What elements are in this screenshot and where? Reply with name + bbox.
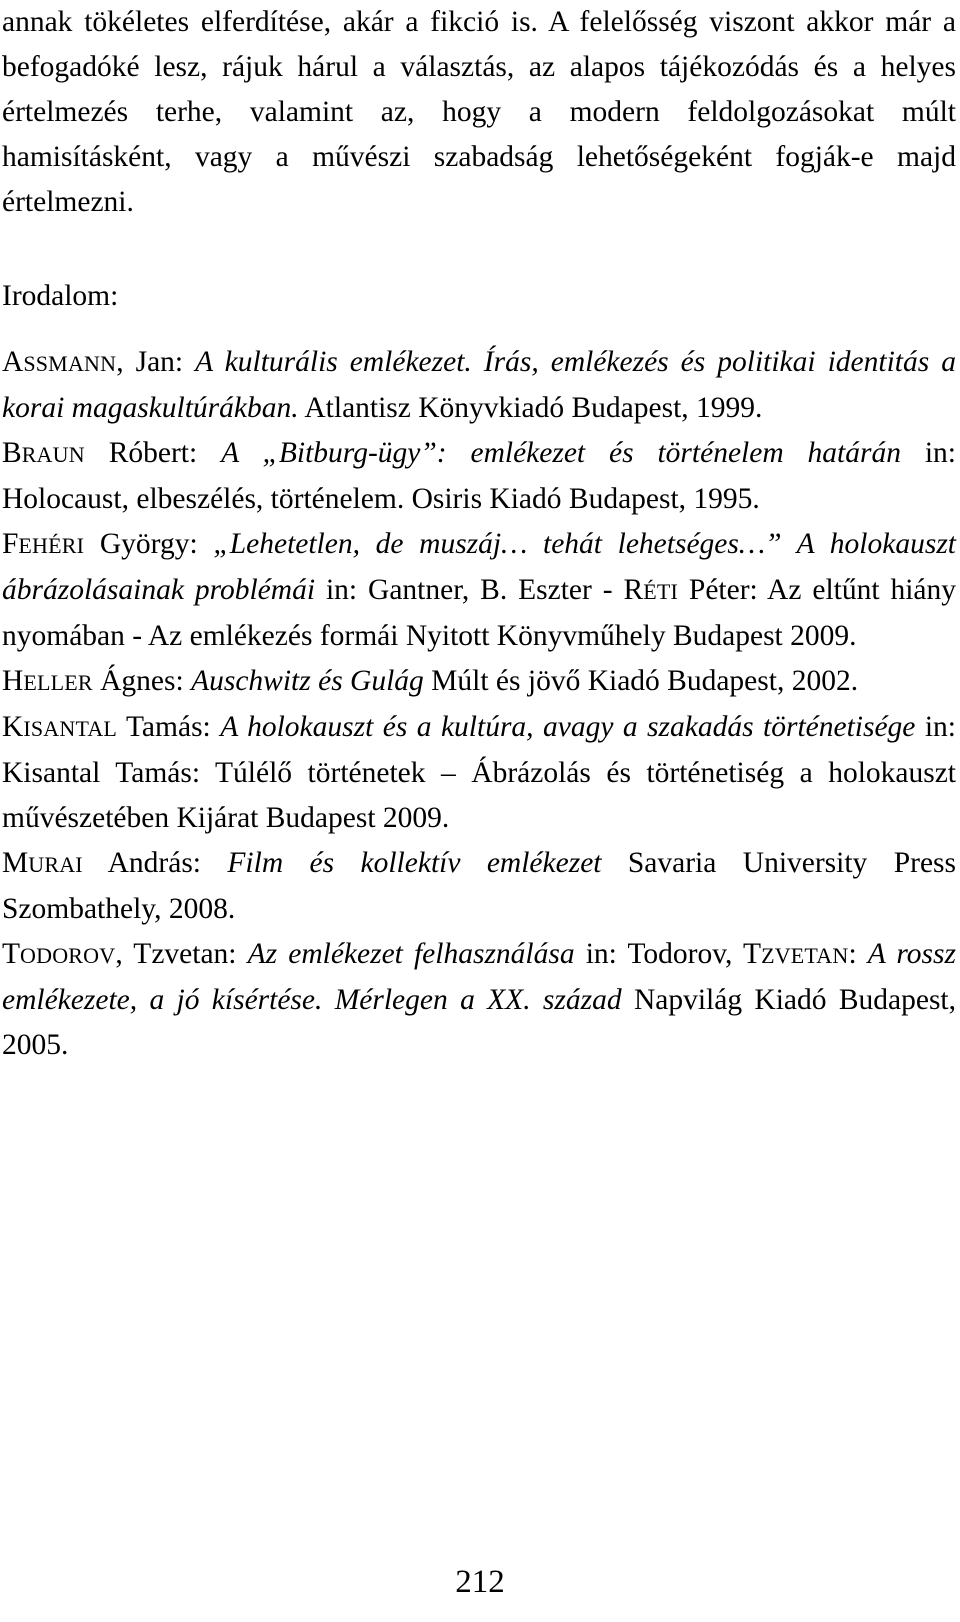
- bibliography-entry: [2, 522, 956, 659]
- publication-info: in: Kisantal Tamás: Túlélő történetek – Ábrázolás és történetiség a holokauszt művészetében Kijárat Budapest 2009.: [2, 711, 956, 834]
- document-page: [2, 0, 956, 1061]
- publication-info: Savaria University Press Szombathely, 2008.: [2, 847, 956, 925]
- coauthor-smallcaps: ZVETAN: [761, 943, 849, 968]
- author-initial: K: [2, 711, 24, 743]
- publication-info: in: Holocaust, elbeszélés, történelem. Osiris Kiadó Budapest, 1995.: [2, 437, 956, 515]
- coauthor-smallcaps: ÉTI: [643, 579, 678, 604]
- author-smallcaps: RAUN: [21, 442, 85, 467]
- author-suffix: , Jan:: [116, 346, 196, 378]
- work-title: A „Bitburg-ügy”: emlékezet és történelem határán: [221, 437, 901, 469]
- work-title: Auschwitz és Gulág: [191, 665, 424, 697]
- publication-info: in: Gantner, B. Eszter -: [315, 574, 624, 606]
- author-smallcaps: EHÉRI: [18, 533, 85, 558]
- work-title: A kulturális emlékezet. Írás, emlékezés és politikai identitás a korai magaskultúrákban.: [2, 346, 956, 424]
- author-smallcaps: SSMANN: [23, 351, 117, 376]
- author-initial: M: [2, 847, 29, 879]
- bibliography-heading: Irodalom:: [2, 280, 119, 312]
- work-title: Film és kollektív emlékezet: [227, 847, 602, 879]
- bibliography-entry: [2, 659, 956, 705]
- work-title-second: A rossz emlékezete, a jó kísértése. Mérlegen a XX. század: [2, 938, 956, 1016]
- bibliography-entry: [2, 841, 956, 932]
- body-paragraph: annak tökéletes elferdítése, akár a fikció is. A felelősség viszont akkor már a befogadóké lesz, rájuk hárul a választás, az alapos tájékozódás és a helyes értelmezés terhe, valamint az, hogy a modern feldolgozásokat múlt hamisításként, vagy a művészi szabadság lehetőségeként fogják-e majd értelmezni.: [2, 6, 956, 218]
- author-smallcaps: ODOROV: [20, 943, 116, 968]
- coauthor-initial: T: [743, 938, 762, 970]
- publication-info: in: Todorov,: [574, 938, 744, 970]
- author-suffix: Ágnes:: [92, 665, 192, 697]
- author-suffix: András:: [82, 847, 228, 879]
- publication-info-continued: Péter: Az eltűnt hiány nyomában - Az emlékezés formái Nyitott Könyvműhely Budapest 2009.: [2, 574, 956, 652]
- publication-info: Atlantisz Könyvkiadó Budapest, 1999.: [298, 392, 763, 424]
- author-initial: F: [2, 528, 19, 560]
- bibliography-entry: [2, 340, 956, 431]
- publication-info-final: Napvilág Kiadó Budapest, 2005.: [2, 984, 956, 1061]
- coauthor-initial: R: [623, 574, 644, 606]
- author-smallcaps: ELLER: [23, 670, 93, 695]
- bibliography-entry: [2, 705, 956, 841]
- author-smallcaps: URAI: [28, 852, 83, 877]
- bibliography-entry: [2, 431, 956, 522]
- author-initial: T: [2, 938, 21, 970]
- author-suffix: Róbert:: [84, 437, 222, 469]
- author-suffix: Tamás:: [117, 711, 221, 743]
- page-number: 212: [455, 1564, 505, 1600]
- author-initial: A: [2, 346, 24, 378]
- publication-info-continued: :: [848, 938, 868, 970]
- author-suffix: György:: [84, 528, 214, 560]
- author-initial: B: [2, 437, 22, 469]
- author-initial: H: [2, 665, 24, 697]
- publication-info: Múlt és jövő Kiadó Budapest, 2002.: [423, 665, 859, 697]
- work-title: A holokauszt és a kultúra, avagy a szakadás történetisége: [220, 711, 916, 743]
- bibliography-entry: [2, 932, 956, 1068]
- work-title: „Lehetetlen, de muszáj… tehát lehetséges…” A holokauszt ábrázolásainak problémái: [2, 528, 956, 606]
- author-suffix: , Tzvetan:: [115, 938, 248, 970]
- author-smallcaps: ISANTAL: [23, 716, 118, 741]
- bibliography-list: [2, 340, 956, 1068]
- work-title: Az emlékezet felhasználása: [247, 938, 575, 970]
